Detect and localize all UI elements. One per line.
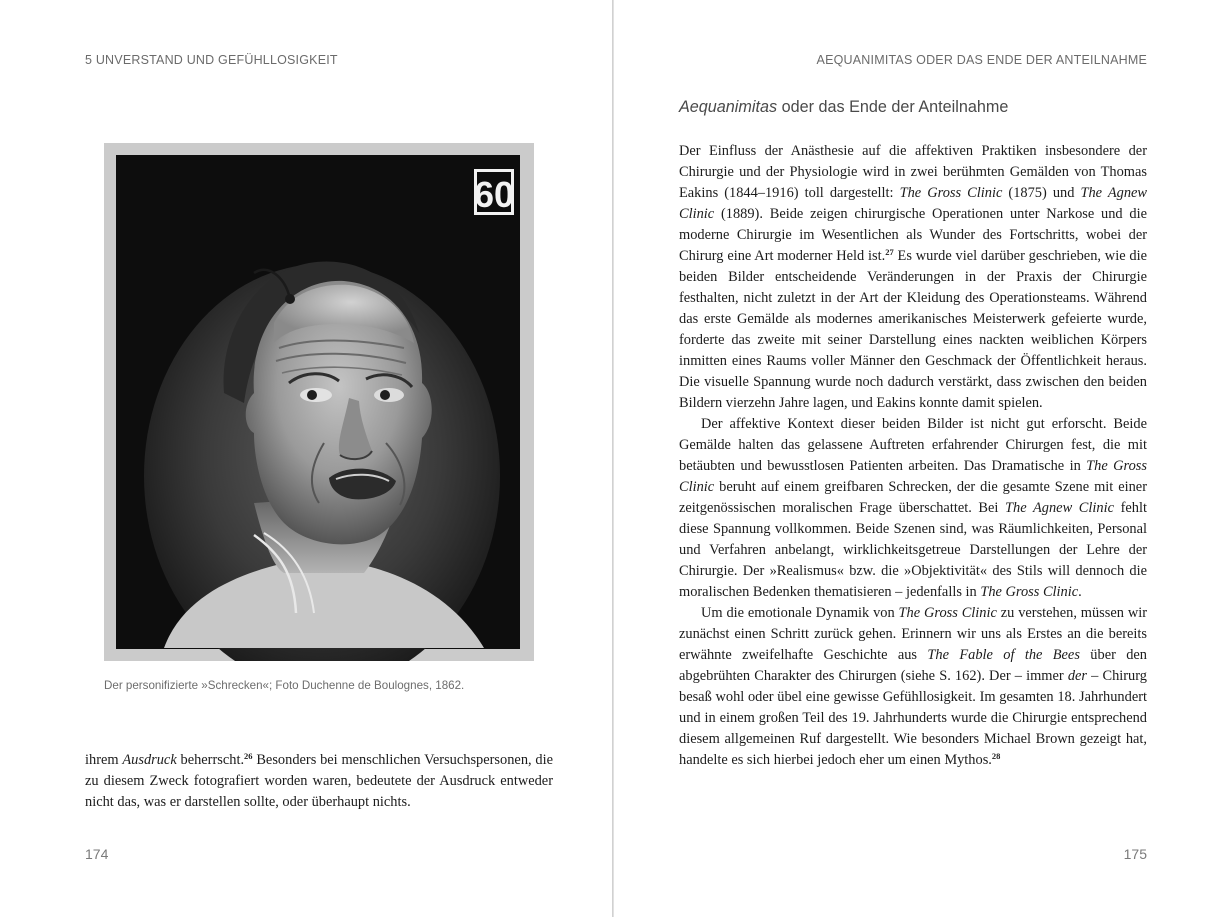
paragraph: Um die emotionale Dynamik von The Gross Clinic zu verstehen, müssen wir zunächst einen Schritt zurück gehen. Erinnern wir uns als Erstes an die bereits erwähnte zweifelhafte Geschichte aus The Fable of the Bees über den abgebrühten Charakter des Chirurgen (siehe S. 162). Der – immer der – Chirurg besaß wohl oder übel eine gewisse Gefühllosigkeit. Im gesamten 18. Jahrhundert und in einem großen Teil des 19. Jahrhunderts wurde die Chirurgie entsprechend diesem allgemeinen Ruf dargestellt. Wie besonders Michael Brown gezeigt hat, handelte es sich hierbei jedoch eher um einen Mythos.$^{28}$ xyxy=(679,605,1148,768)
page-number-right: 175 xyxy=(1123,846,1147,862)
footnote-ref[interactable]: 27 xyxy=(885,247,894,257)
duchenne-photograph xyxy=(104,143,534,661)
plate-number: 60 xyxy=(473,174,515,215)
left-page xyxy=(0,0,612,917)
paragraph: Der Einfluss der Anästhesie auf die affektiven Praktiken insbesondere der Chirurgie und der Physiologie wird in zwei berühmten Gemälden von Thomas Eakins (1844–1916) toll dargestellt: The Gross Clinic (1875) und The Agnew Clinic (1889). Beide zeigen chirurgische Operationen unter Narkose und die moderne Chirurgie im Wesentlichen als Wunder des Fortschritts, wobei der Chirurg eine Art moderner Held ist.$^{27}$ Es wurde viel darüber geschrieben, wie die beiden Bilder entscheidende Veränderungen in der Praxis der Chirurgie festhalten, nicht zuletzt in der Art der Kleidung des Operationsteams. Während das erste Gemälde als modernes amerikanisches Meisterwerk gefeierte wurde, forderte das zweite mit seiner Darstellung eines nackten weiblichen Körpers inmitten eines Raums voller Männer den Geschmack der Öffentlichkeit heraus. Die visuelle Spannung wurde noch dadurch verstärkt, dass zwischen den beiden Bildern vierzehn Jahre lagen, und Eakins konnte damit spielen. xyxy=(679,143,1148,411)
paragraph: Der affektive Kontext dieser beiden Bilder ist nicht gut erforscht. Beide Gemälde halten das gelassene Auftreten erfahrender Chirurgen fest, die mit betäubten und bewusstlosen Patienten arbeiten. Das Dramatische in The Gross Clinic beruht auf einem greifbaren Schrecken, der die gesamte Szene mit einer zeitgenössischen moralischen Frage überschattet. Bei The Agnew Clinic fehlt diese Spannung vollkommen. Beide Szenen sind, was Räumlichkeiten, Personal und Verfahren anbelangt, wirklichkeitsgetreue Darstellungen der Lehre der Chirurgie. Der »Realismus« bzw. die »Objektivität« des Stils will dennoch die moralischen Bedenken thematisieren – jedenfalls in The Gross Clinic. xyxy=(679,416,1147,600)
right-page xyxy=(614,0,1225,917)
right-body-text xyxy=(679,141,1147,771)
figure-caption: Der personifizierte »Schrecken«; Foto Duchenne de Boulognes, 1862. xyxy=(104,679,465,692)
running-head-right: AEQUANIMITAS ODER DAS ENDE DER ANTEILNAHME xyxy=(816,53,1147,67)
paragraph: ihrem Ausdruck beherrscht.$^{26}$ Besonders bei menschlichen Versuchspersonen, die zu diesem Zweck fotografiert worden waren, bedeutete der Ausdruck entweder nicht das, was er darstellen sollte, oder überhaupt nichts. xyxy=(85,751,553,810)
footnote-ref[interactable]: 28 xyxy=(991,751,1001,761)
footnote-ref[interactable]: 26 xyxy=(244,751,253,761)
section-title: Aequanimitas oder das Ende der Anteilnahme xyxy=(679,98,1009,116)
running-head-left: 5 UNVERSTAND UND GEFÜHLLOSIGKEIT xyxy=(85,53,338,67)
photograph-drawing xyxy=(104,143,534,661)
page-number-left: 174 xyxy=(85,846,109,862)
left-body-text xyxy=(85,750,553,813)
